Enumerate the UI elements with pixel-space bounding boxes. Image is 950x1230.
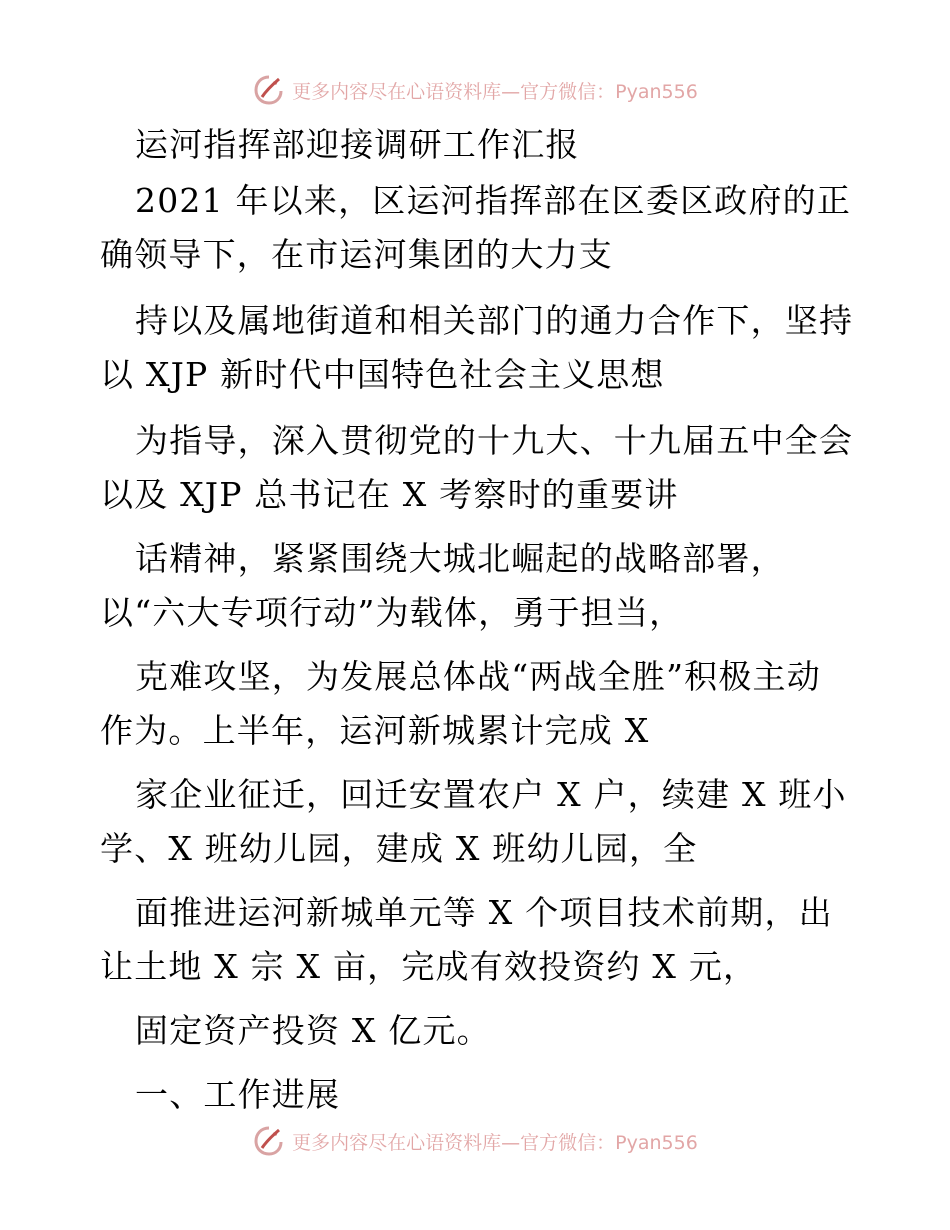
paragraph-line: 面推进运河新城单元等 X 个项目技术前期，出: [135, 893, 833, 932]
header-watermark: [0, 70, 950, 110]
paragraph-line: 作为。上半年，运河新城累计完成 X: [100, 711, 650, 750]
paragraph-line: 让土地 X 宗 X 亩，完成有效投资约 X 元，: [100, 947, 758, 986]
paragraph-line: 持以及属地街道和相关部门的通力合作下，坚持: [135, 301, 854, 340]
paragraph-line: 固定资产投资 X 亿元。: [135, 1011, 491, 1050]
paragraph-line: 确领导下，在市运河集团的大力支: [100, 235, 613, 274]
paragraph-line: 2021 年以来，区运河指挥部在区委区政府的正: [135, 181, 852, 220]
quill-swirl-logo-icon: [252, 73, 286, 107]
paragraph-line: 以及 XJP 总书记在 X 考察时的重要讲: [100, 475, 679, 514]
paragraph-line: 学、X 班幼儿园，建成 X 班幼儿园，全: [100, 829, 698, 868]
watermark-text: 更多内容尽在心语资料库—官方微信：Pyan556: [292, 1131, 698, 1154]
paragraph-line: 话精神，紧紧围绕大城北崛起的战略部署，: [135, 539, 785, 578]
quill-swirl-logo-icon: [252, 1124, 286, 1158]
section-heading: 一、工作进展: [135, 1075, 341, 1114]
paragraph-line: 以“六大专项行动”为载体，勇于担当，: [100, 593, 684, 632]
watermark-text: 更多内容尽在心语资料库—官方微信：Pyan556: [292, 80, 698, 103]
footer-watermark: [0, 1121, 950, 1161]
paragraph-line: 家企业征迁，回迁安置农户 X 户，续建 X 班小: [135, 775, 847, 814]
document-title: 运河指挥部迎接调研工作汇报: [135, 125, 580, 164]
paragraph-line: 克难攻坚，为发展总体战“两战全胜”积极主动: [135, 657, 821, 696]
paragraph-line: 为指导，深入贯彻党的十九大、十九届五中全会: [135, 421, 854, 460]
paragraph-line: 以 XJP 新时代中国特色社会主义思想: [100, 355, 665, 394]
